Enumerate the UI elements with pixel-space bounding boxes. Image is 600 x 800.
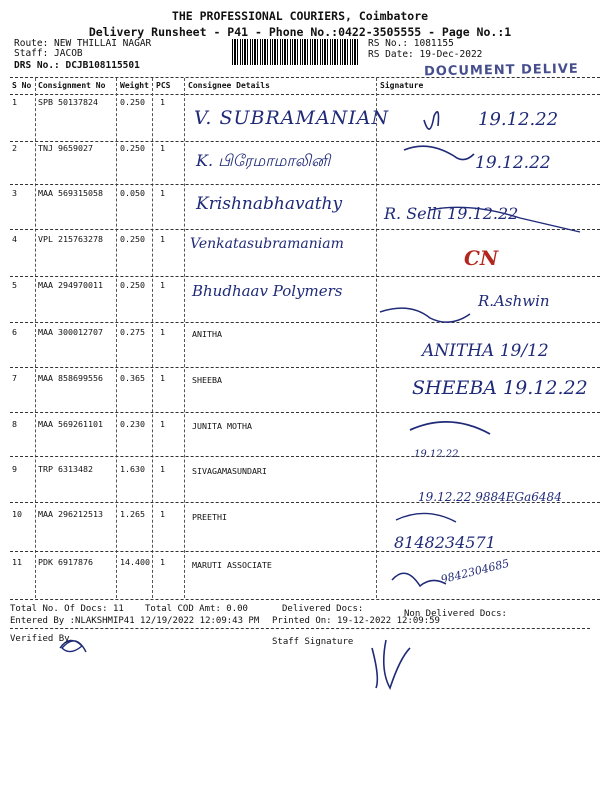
row-weight: 0.250 [120, 280, 145, 290]
row-pcs: 1 [160, 509, 165, 519]
row-pcs: 1 [160, 373, 165, 383]
consignee-name: ANITHA [192, 329, 222, 339]
row-consignment: MAA 569261101 [38, 419, 103, 429]
col-signature: Signature [380, 81, 424, 90]
row-sno: 8 [12, 419, 17, 429]
drs-number: DRS No.: DCJB108115501 [14, 60, 140, 71]
signature-mark: ANITHA 19/12 [422, 341, 549, 361]
row-sno: 3 [12, 188, 17, 198]
handwritten-consignee: Bhudhaav Polymers [192, 282, 343, 300]
row-consignment: SPB 50137824 [38, 97, 98, 107]
row-weight: 0.275 [120, 327, 145, 337]
row-consignment: TRP 6313482 [38, 464, 93, 474]
row-weight: 0.250 [120, 234, 145, 244]
document-delivered-stamp: DOCUMENT DELIVE [423, 61, 579, 80]
col-weight: Weight [120, 81, 149, 90]
row-consignment: MAA 569315058 [38, 188, 103, 198]
row-consignment: TNJ 9659027 [38, 143, 93, 153]
total-cod: Total COD Amt: 0.00 [145, 604, 248, 614]
row-pcs: 1 [160, 557, 165, 567]
consignee-name: SIVAGAMASUNDARI [192, 466, 267, 476]
signature-mark: 8148234571 [394, 533, 496, 552]
row-consignment: MAA 300012707 [38, 327, 103, 337]
row-consignment: MAA 296212513 [38, 509, 103, 519]
signature-mark: 9842304685 [439, 556, 511, 587]
row-sno: 7 [12, 373, 17, 383]
signature-mark: CN [464, 246, 499, 270]
row-pcs: 1 [160, 97, 165, 107]
row-consignment: MAA 294970011 [38, 280, 103, 290]
col-sno: S No [12, 81, 32, 90]
entered-by: Entered By :NLAKSHMIP41 12/19/2022 12:09:43 PM [10, 616, 260, 626]
row-pcs: 1 [160, 188, 165, 198]
row-pcs: 1 [160, 234, 165, 244]
row-weight: 0.050 [120, 188, 145, 198]
row-sno: 5 [12, 280, 17, 290]
verified-by: Verified By [10, 634, 70, 644]
row-consignment: VPL 215763278 [38, 234, 103, 244]
signature-mark: R. Selli 19.12.22 [384, 204, 519, 223]
row-weight: 0.250 [120, 97, 145, 107]
footer-rule [10, 628, 590, 629]
non-delivered-docs: Non Delivered Docs: [404, 609, 507, 619]
signature-mark: 19.12.22 [475, 153, 551, 173]
signature-mark: 19.12.22 9884EGa6484 [418, 490, 562, 504]
row-weight: 1.630 [120, 464, 145, 474]
row-sno: 1 [12, 97, 17, 107]
printed-on: Printed On: 19-12-2022 12:09:59 [272, 616, 440, 626]
row-pcs: 1 [160, 143, 165, 153]
total-docs: Total No. Of Docs: 11 [10, 604, 124, 614]
row-sno: 11 [12, 557, 22, 567]
row-sno: 4 [12, 234, 17, 244]
handwritten-consignee: V. SUBRAMANIAN [194, 107, 390, 129]
col-pcs: PCS [156, 81, 171, 90]
row-pcs: 1 [160, 280, 165, 290]
col-consignee: Consignee Details [188, 81, 270, 90]
row-consignment: MAA 858699556 [38, 373, 103, 383]
row-weight: 1.265 [120, 509, 145, 519]
signature-mark: R.Ashwin [478, 292, 550, 310]
signature-mark: SHEEBA 19.12.22 [412, 377, 588, 399]
row-sno: 9 [12, 464, 17, 474]
col-consignment: Consignment No [38, 81, 106, 90]
staff-signature: Staff Signature [272, 637, 354, 647]
signature-mark: 19.12.22 [478, 109, 559, 130]
row-sno: 6 [12, 327, 17, 337]
consignee-name: PREETHI [192, 512, 227, 522]
handwritten-consignee: K. பிரேமாமாலினி [196, 151, 331, 170]
rs-date: RS Date: 19-Dec-2022 [368, 49, 483, 60]
delivered-docs: Delivered Docs: [282, 604, 364, 614]
consignee-name: SHEEBA [192, 375, 222, 385]
route-label: Route: NEW THILLAI NAGAR [14, 38, 152, 49]
row-consignment: PDK 6917876 [38, 557, 93, 567]
signature-mark: 19.12.22 [414, 449, 459, 460]
staff-label: Staff: JACOB [14, 48, 83, 59]
row-weight: 0.250 [120, 143, 145, 153]
row-weight: 0.365 [120, 373, 145, 383]
consignee-name: MARUTI ASSOCIATE [192, 560, 272, 570]
row-weight: 0.230 [120, 419, 145, 429]
row-pcs: 1 [160, 419, 165, 429]
row-sno: 10 [12, 509, 22, 519]
row-pcs: 1 [160, 464, 165, 474]
rs-number: RS No.: 1081155 [368, 38, 454, 49]
company-title: THE PROFESSIONAL COURIERS, Coimbatore [171, 9, 429, 23]
consignee-name: JUNITA MOTHA [192, 421, 252, 431]
row-sno: 2 [12, 143, 17, 153]
handwritten-consignee: Venkatasubramaniam [190, 236, 344, 252]
handwritten-consignee: Krishnabhavathy [196, 194, 343, 214]
row-weight: 14.400 [120, 557, 150, 567]
runsheet-title: Delivery Runsheet - P41 - Phone No.:0422-3505555 - Page No.:1 [88, 25, 512, 39]
row-pcs: 1 [160, 327, 165, 337]
